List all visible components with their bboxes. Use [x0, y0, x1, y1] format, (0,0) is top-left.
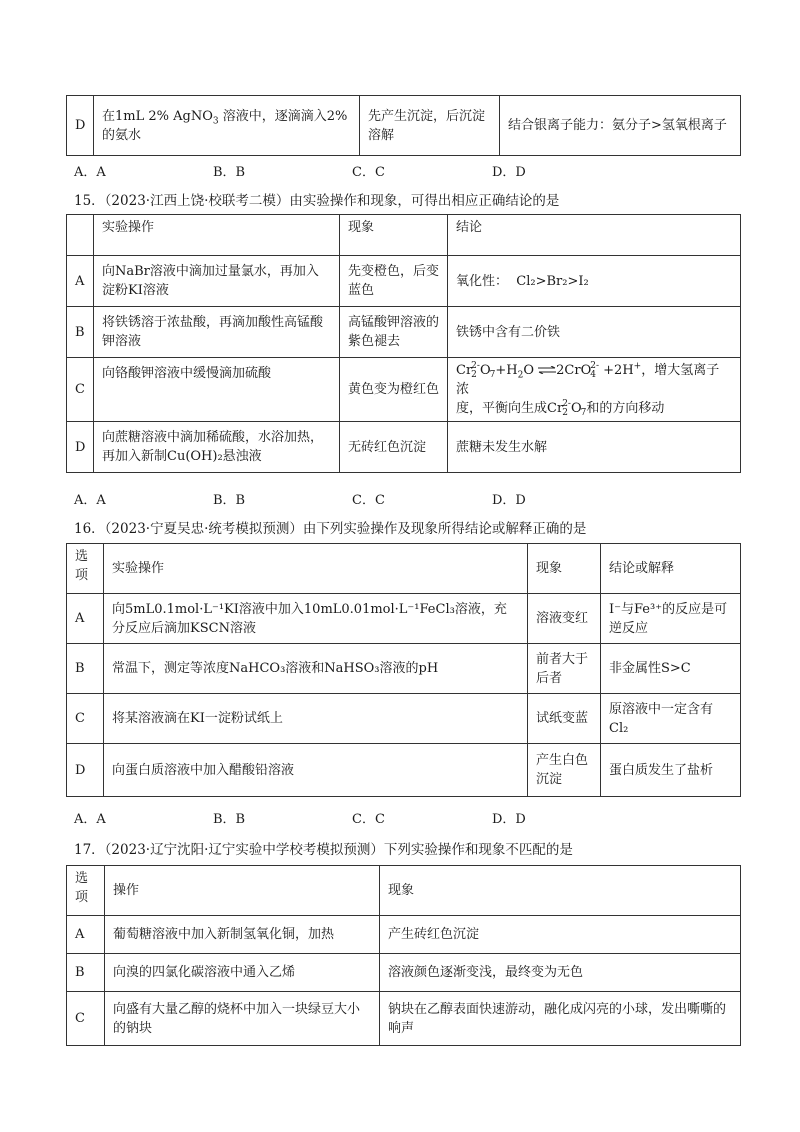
row-label: B [67, 307, 94, 358]
operation-cell: 在1mL 2% AgNO$_3$ 溶液中，逐滴滴入2% 的氨水 [94, 96, 360, 156]
operation-cell: 向蔗糖溶液中滴加稀硫酸，水浴加热，再加入新制Cu(OH)₂悬浊液 [94, 422, 340, 473]
row-label: B [67, 954, 105, 992]
header-operation: 实验操作 [104, 544, 528, 594]
q16-title: 16．（2023·宁夏吴忠·统考模拟预测）由下列实验操作及现象所得结论或解释正确的是 [74, 521, 587, 537]
header-conclusion: 结论 [448, 215, 741, 256]
table-header-row [67, 215, 741, 256]
phenomenon-cell: 钠块在乙醇表面快速游动，融化成闪亮的小球，发出嘶嘶的响声 [380, 992, 741, 1046]
row-label: A [67, 916, 105, 954]
option-c[interactable]: C．C [352, 812, 385, 827]
table-row [67, 358, 741, 422]
operation-cell: 葡萄糖溶液中加入新制氢氧化铜，加热 [105, 916, 380, 954]
table-header-row [67, 544, 741, 594]
conclusion-cell: 原溶液中一定含有Cl₂ [601, 694, 741, 744]
option-d[interactable]: D．D [492, 493, 526, 508]
operation-cell: 将某溶液滴在KI一淀粉试纸上 [104, 694, 528, 744]
table-row [67, 422, 741, 473]
row-label: D [67, 96, 94, 156]
header-phenomenon: 现象 [340, 215, 448, 256]
header-option: 选项 [67, 544, 104, 594]
table-row [67, 96, 741, 156]
table-row [67, 916, 741, 954]
phenomenon-cell: 先变橙色，后变蓝色 [340, 256, 448, 307]
conclusion-cell: 蔗糖未发生水解 [448, 422, 741, 473]
phenomenon-cell: 产生白色沉淀 [528, 744, 601, 797]
row-label: D [67, 422, 94, 473]
operation-cell: 向铬酸钾溶液中缓慢滴加硫酸 [94, 358, 340, 422]
phenomenon-cell: 试纸变蓝 [528, 694, 601, 744]
option-b[interactable]: B．B [213, 165, 246, 180]
option-a[interactable]: A．A [74, 165, 106, 180]
operation-cell: 向NaBr溶液中滴加过量氯水，再加入淀粉KI溶液 [94, 256, 340, 307]
table-row [67, 744, 741, 797]
table-row [67, 694, 741, 744]
table-row [67, 256, 741, 307]
phenomenon-cell: 黄色变为橙红色 [340, 358, 448, 422]
operation-cell: 向蛋白质溶液中加入醋酸铅溶液 [104, 744, 528, 797]
q15-table [66, 214, 741, 473]
option-b[interactable]: B．B [213, 812, 246, 827]
q14-table [66, 95, 741, 156]
option-c[interactable]: C．C [352, 165, 385, 180]
header-operation: 实验操作 [94, 215, 340, 256]
table-row [67, 594, 741, 644]
option-a[interactable]: A．A [74, 493, 106, 508]
operation-cell: 将铁锈溶于浓盐酸，再滴加酸性高锰酸钾溶液 [94, 307, 340, 358]
conclusion-cell: Cr2- 2 O $7+H_2O$ 2CrO2- 4 +2H+，增大氢离子浓 度，平衡向生成Cr2- 2 O 7和的方向移动 [448, 358, 741, 422]
conclusion-cell: 非金属性S>C [601, 644, 741, 694]
operation-cell: 常温下，测定等浓度NaHCO₃溶液和NaHSO₃溶液的pH [104, 644, 528, 694]
conclusion-cell: 结合银离子能力：氨分子>氢氧根离子 [500, 96, 741, 156]
operation-cell: 向5mL0.1mol·L⁻¹KI溶液中加入10mL0.01mol·L⁻¹FeCl₃溶液，充分反应后滴加KSCN溶液 [104, 594, 528, 644]
row-label: C [67, 992, 105, 1046]
phenomenon-cell: 高锰酸钾溶液的紫色褪去 [340, 307, 448, 358]
conclusion-cell: 氧化性： Cl₂>Br₂>I₂ [448, 256, 741, 307]
table-row [67, 644, 741, 694]
option-d[interactable]: D．D [492, 165, 526, 180]
header-phenomenon: 现象 [528, 544, 601, 594]
conclusion-cell: 铁锈中含有二价铁 [448, 307, 741, 358]
row-label: B [67, 644, 104, 694]
phenomenon-cell: 先产生沉淀，后沉淀溶解 [360, 96, 500, 156]
phenomenon-cell: 无砖红色沉淀 [340, 422, 448, 473]
phenomenon-cell: 前者大于后者 [528, 644, 601, 694]
row-label: C [67, 694, 104, 744]
conclusion-cell: 蛋白质发生了盐析 [601, 744, 741, 797]
header-operation: 操作 [105, 866, 380, 916]
operation-cell: 向溴的四氯化碳溶液中通入乙烯 [105, 954, 380, 992]
option-c[interactable]: C．C [352, 493, 385, 508]
conclusion-cell: I⁻与Fe³⁺的反应是可逆反应 [601, 594, 741, 644]
phenomenon-cell: 溶液变红 [528, 594, 601, 644]
option-d[interactable]: D．D [492, 812, 526, 827]
row-label: A [67, 256, 94, 307]
option-b[interactable]: B．B [213, 493, 246, 508]
header-conclusion: 结论或解释 [601, 544, 741, 594]
phenomenon-cell: 产生砖红色沉淀 [380, 916, 741, 954]
operation-cell: 向盛有大量乙醇的烧杯中加入一块绿豆大小的钠块 [105, 992, 380, 1046]
table-row [67, 992, 741, 1046]
q17-table [66, 865, 741, 1046]
table-header-row [67, 866, 741, 916]
option-a[interactable]: A．A [74, 812, 106, 827]
header-option: 选项 [67, 866, 105, 916]
table-row [67, 307, 741, 358]
row-label: A [67, 594, 104, 644]
header-phenomenon: 现象 [380, 866, 741, 916]
table-row [67, 954, 741, 992]
phenomenon-cell: 溶液颜色逐渐变浅，最终变为无色 [380, 954, 741, 992]
q16-table [66, 543, 741, 797]
equilibrium-arrow-icon [538, 361, 556, 380]
row-label: D [67, 744, 104, 797]
q17-title: 17．（2023·辽宁沈阳·辽宁实验中学校考模拟预测）下列实验操作和现象不匹配的是 [74, 842, 573, 858]
q15-title: 15．（2023·江西上饶·校联考二模）由实验操作和现象，可得出相应正确结论的是 [74, 193, 560, 209]
row-label: C [67, 358, 94, 422]
